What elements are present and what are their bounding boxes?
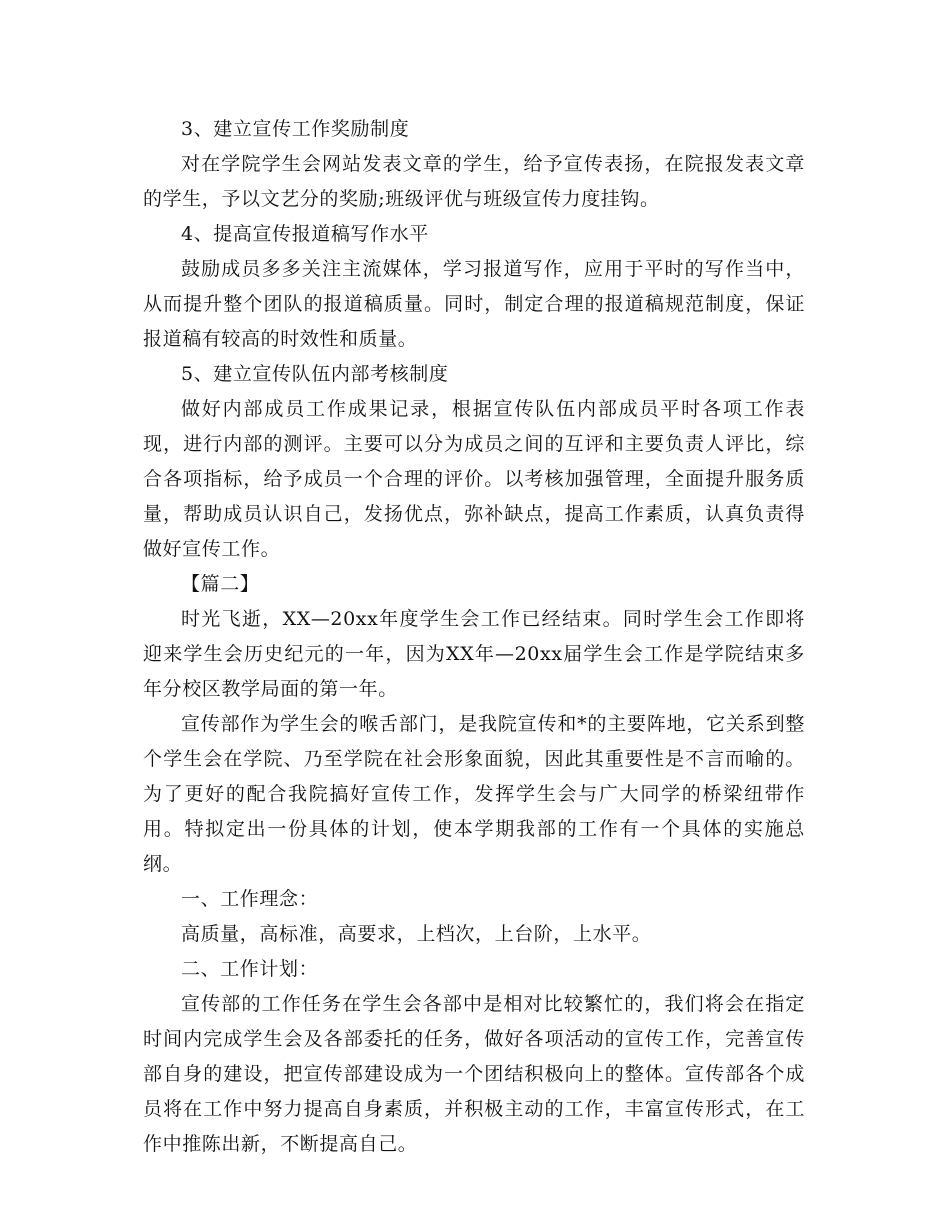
paragraph-reward-system: 对在学院学生会网站发表文章的学生，给予宣传表扬，在院报发表文章的学生，予以文艺分的奖励;班级评优与班级宣传力度挂钩。	[143, 153, 805, 210]
paragraph-assessment: 做好内部成员工作成果记录，根据宣传队伍内部成员平时各项工作表现，进行内部的测评。主要可以分为成员之间的互评和主要负责人评比，综合各项指标，给予成员一个合理的评价。以考核加强管理，全面提升服务质量，帮助成员认识自己，发扬优点，弥补缺点，提高工作素质，认真负责得做好宣传工作。	[143, 398, 805, 560]
paragraph-department-role: 宣传部作为学生会的喉舌部门，是我院宣传和*的主要阵地，它关系到整个学生会在学院、乃至学院在社会形象面貌，因此其重要性是不言而喻的。为了更好的配合我院搞好宣传工作，发挥学生会与广大同学的桥梁纽带作用。特拟定出一份具体的计划，使本学期我部的工作有一个具体的实施总纲。	[143, 713, 805, 875]
paragraph-work-plan: 宣传部的工作任务在学生会各部中是相对比较繁忙的，我们将会在指定时间内完成学生会及各部委托的任务，做好各项活动的宣传工作，完善宣传部自身的建设，把宣传部建设成为一个团结积极向上的整体。宣传部各个成员将在工作中努力提高自身素质，并积极主动的工作，丰富宣传形式，在工作中推陈出新，不断提高自己。	[143, 993, 805, 1155]
paragraph-work-philosophy: 高质量，高标准，高要求，上档次，上台阶，上水平。	[181, 923, 652, 945]
section-heading-reward-system: 3、建立宣传工作奖励制度	[181, 118, 410, 140]
section-heading-writing-level: 4、提高宣传报道稿写作水平	[181, 223, 429, 245]
paragraph-writing-level: 鼓励成员多多关注主流媒体，学习报道写作，应用于平时的写作当中，从而提升整个团队的报道稿质量。同时，制定合理的报道稿规范制度，保证报道稿有较高的时效性和质量。	[143, 258, 805, 350]
part-two-heading: 【篇二】	[181, 573, 260, 595]
section-heading-work-plan: 二、工作计划：	[181, 958, 319, 980]
paragraph-year-intro: 时光飞逝，XX—20xx年度学生会工作已经结束。同时学生会工作即将迎来学生会历史纪元的一年，因为XX年—20xx届学生会工作是学院结束多年分校区教学局面的第一年。	[143, 608, 805, 700]
document-body	[143, 112, 805, 1162]
section-heading-assessment: 5、建立宣传队伍内部考核制度	[181, 363, 449, 385]
section-heading-work-philosophy: 一、工作理念：	[181, 888, 319, 910]
